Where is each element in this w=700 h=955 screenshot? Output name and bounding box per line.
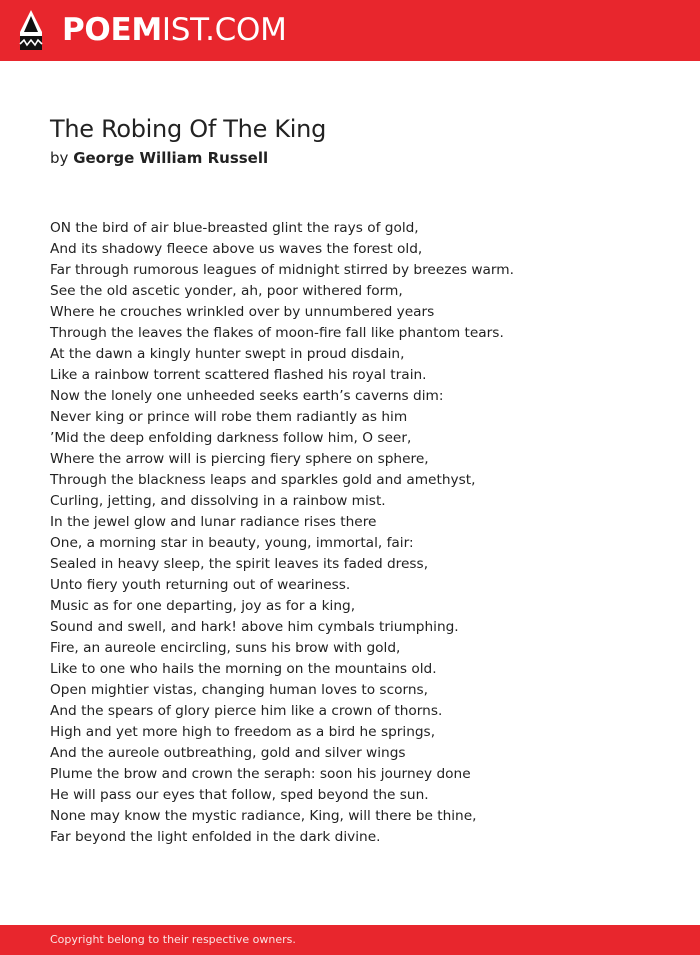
brand-bold: POEM: [62, 12, 162, 48]
author-name: George William Russell: [73, 149, 269, 167]
pen-nib-icon[interactable]: [18, 10, 44, 52]
site-footer: [0, 925, 700, 955]
poem-line: Open mightier vistas, changing human loves to scorns,: [50, 682, 429, 698]
poem-line: Now the lonely one unheeded seeks earth’s caverns dim:: [50, 388, 444, 404]
poem-line: Fire, an aureole encircling, suns his brow with gold,: [50, 640, 401, 656]
poem-line: See the old ascetic yonder, ah, poor withered form,: [50, 283, 403, 299]
poem-line: At the dawn a kingly hunter swept in proud disdain,: [50, 346, 405, 362]
byline: [50, 149, 268, 167]
poem-line: ON the bird of air blue-breasted glint the rays of gold,: [50, 220, 419, 236]
by-label: by: [50, 149, 69, 167]
poem-line: Through the leaves the flakes of moon-fire fall like phantom tears.: [50, 325, 504, 341]
site-logo-text[interactable]: [62, 12, 287, 48]
poem-line: Far beyond the light enfolded in the dark divine.: [50, 829, 381, 845]
poem-line: He will pass our eyes that follow, sped beyond the sun.: [50, 787, 429, 803]
poem-line: In the jewel glow and lunar radiance rises there: [50, 514, 377, 530]
poem-line: Where the arrow will is piercing fiery sphere on sphere,: [50, 451, 429, 467]
brand-light: IST.COM: [161, 12, 287, 48]
poem-line: Far through rumorous leagues of midnight stirred by breezes warm.: [50, 262, 514, 278]
poem-line: Curling, jetting, and dissolving in a rainbow mist.: [50, 493, 386, 509]
poem-line: Where he crouches wrinkled over by unnumbered years: [50, 304, 435, 320]
site-header: [0, 0, 700, 61]
poem-line: Through the blackness leaps and sparkles gold and amethyst,: [50, 472, 476, 488]
poem-line: ’Mid the deep enfolding darkness follow him, O seer,: [50, 430, 412, 446]
poem-line: None may know the mystic radiance, King, will there be thine,: [50, 808, 477, 824]
poem-line: Music as for one departing, joy as for a king,: [50, 598, 356, 614]
poem-title: The Robing Of The King: [50, 115, 327, 143]
poem-line: Sound and swell, and hark! above him cymbals triumphing.: [50, 619, 459, 635]
poem-line: Like a rainbow torrent scattered flashed his royal train.: [50, 367, 427, 383]
poem-line: And the spears of glory pierce him like a crown of thorns.: [50, 703, 443, 719]
poem-line: Like to one who hails the morning on the mountains old.: [50, 661, 437, 677]
poem-line: Plume the brow and crown the seraph: soon his journey done: [50, 766, 471, 782]
copyright-text: Copyright belong to their respective owners.: [50, 933, 296, 946]
poem-line: High and yet more high to freedom as a bird he springs,: [50, 724, 436, 740]
poem-line: One, a morning star in beauty, young, immortal, fair:: [50, 535, 414, 551]
poem-line: And its shadowy fleece above us waves the forest old,: [50, 241, 423, 257]
poem-line: Sealed in heavy sleep, the spirit leaves its faded dress,: [50, 556, 429, 572]
poem-line: Unto fiery youth returning out of weariness.: [50, 577, 351, 593]
poem-body: [50, 218, 514, 848]
poem-line: And the aureole outbreathing, gold and silver wings: [50, 745, 406, 761]
poem-line: Never king or prince will robe them radiantly as him: [50, 409, 408, 425]
